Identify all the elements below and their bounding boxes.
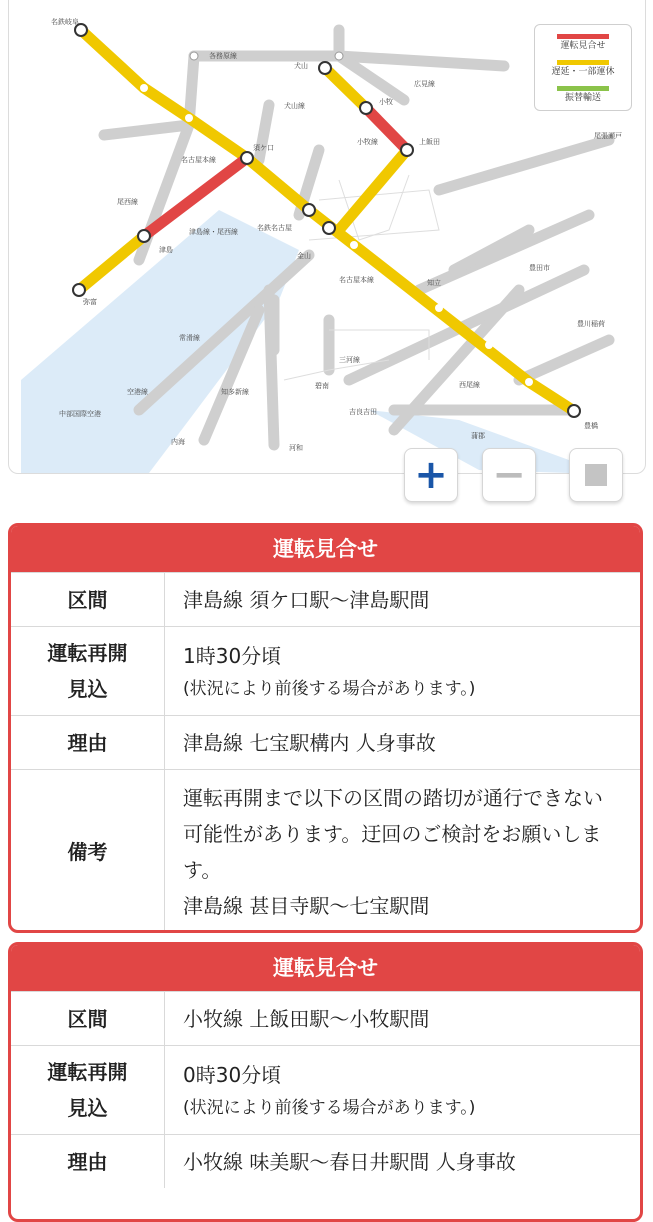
label-inuyama-line: 犬山線 (284, 102, 305, 110)
label-hiromi-line: 広見線 (414, 80, 435, 88)
table-row-reason (11, 715, 640, 769)
table-row-resume (11, 626, 640, 715)
legend-label-suspended: 運転見合せ (560, 41, 606, 51)
label-kiba: 吉良吉田 (349, 408, 377, 416)
zoom-in-button[interactable] (404, 448, 458, 502)
label-airport-line: 空港線 (127, 388, 148, 396)
row-label-resume: 運転再開 見込 (11, 1046, 165, 1134)
label-inuyama: 犬山 (294, 62, 308, 70)
row-label-remarks: 備考 (11, 770, 165, 933)
reset-view-button[interactable] (569, 448, 623, 502)
route-map[interactable] (8, 0, 646, 474)
label-toyokawa: 豊川稲荷 (577, 320, 605, 328)
row-value-section: 小牧線 上飯田駅〜小牧駅間 (183, 1006, 430, 1031)
square-icon (585, 464, 607, 486)
legend-swatch-delay (557, 60, 609, 65)
label-hekinan: 碧南 (315, 382, 329, 390)
label-nishio-line: 西尾線 (459, 381, 480, 389)
status-card-1-title: 運転見合せ (11, 526, 640, 572)
label-chubu-airport: 中部国際空港 (59, 410, 101, 418)
table-row-section (11, 572, 640, 626)
row-label-resume: 運転再開 見込 (11, 627, 165, 715)
zoom-out-button[interactable] (482, 448, 536, 502)
legend-item-transfer (535, 86, 631, 104)
label-tokoname-line: 常滑線 (179, 334, 200, 342)
legend-swatch-suspended (557, 34, 609, 39)
legend-label-transfer: 振替輸送 (564, 93, 601, 103)
legend-label-delay: 遅延・一部運休 (551, 67, 615, 77)
plus-icon: + (414, 452, 448, 498)
label-yatomi: 弥富 (83, 298, 97, 306)
table-row-resume (11, 1045, 640, 1134)
label-toyota: 豊田市 (529, 264, 550, 272)
label-sukaguchi: 須ケ口 (253, 144, 274, 152)
label-kamiiida: 上飯田 (419, 138, 440, 146)
row-value-reason: 小牧線 味美駅〜春日井駅間 人身事故 (183, 1149, 516, 1174)
row-value-section: 津島線 須ケ口駅〜津島駅間 (183, 587, 430, 612)
label-komaki: 小牧 (379, 98, 393, 106)
label-chita-line: 知多新線 (221, 388, 249, 396)
row-note-resume: (状況により前後する場合があります。) (183, 1098, 476, 1118)
label-gamagori: 蒲郡 (471, 432, 485, 440)
table-row-remarks (11, 769, 640, 933)
legend-swatch-transfer (557, 86, 609, 91)
label-kowa: 河和 (289, 444, 303, 452)
legend-item-suspended (535, 34, 631, 52)
row-value-resume: 1時30分頃 (183, 644, 282, 668)
label-utsumi: 内海 (171, 438, 185, 446)
row-label-section: 区間 (11, 992, 165, 1045)
label-toyohashi: 豊橋 (584, 422, 598, 430)
table-row-section (11, 991, 640, 1045)
label-seto: 尾張瀬戸 (594, 132, 622, 140)
row-label-section: 区間 (11, 573, 165, 626)
map-legend (534, 24, 632, 111)
row-value-remarks: 運転再開まで以下の区間の踏切が通行できない可能性があります。迂回のご検討をお願いします。 津島線 甚目寺駅〜七宝駅間 (183, 786, 603, 918)
label-tsushima: 津島 (159, 246, 173, 254)
row-label-reason: 理由 (11, 716, 165, 769)
minus-icon: − (492, 452, 526, 498)
label-bisai-line: 尾西線 (117, 198, 138, 206)
status-card-2 (8, 942, 643, 1222)
status-card-1 (8, 523, 643, 933)
status-card-2-title: 運転見合せ (11, 945, 640, 991)
label-kakamigahara-line: 各務原線 (209, 52, 237, 60)
label-meitetsu-nagoya: 名鉄名古屋 (257, 224, 292, 232)
label-meitetsu-gifu: 名鉄岐阜 (51, 18, 79, 26)
row-note-resume: (状況により前後する場合があります。) (183, 679, 476, 699)
label-chiryu: 知立 (427, 279, 441, 287)
label-tsushima-bisai-line: 津島線・尾西線 (189, 228, 238, 236)
label-nagoya-line: 名古屋本線 (181, 156, 216, 164)
legend-item-delay (535, 60, 631, 78)
row-value-reason: 津島線 七宝駅構内 人身事故 (183, 730, 436, 755)
label-nagoya-line-2: 名古屋本線 (339, 276, 374, 284)
label-kanayama: 金山 (297, 252, 311, 260)
row-value-resume: 0時30分頃 (183, 1063, 282, 1087)
label-komaki-line: 小牧線 (357, 138, 378, 146)
label-mikawa-line: 三河線 (339, 356, 360, 364)
row-label-reason: 理由 (11, 1135, 165, 1188)
table-row-reason (11, 1134, 640, 1188)
